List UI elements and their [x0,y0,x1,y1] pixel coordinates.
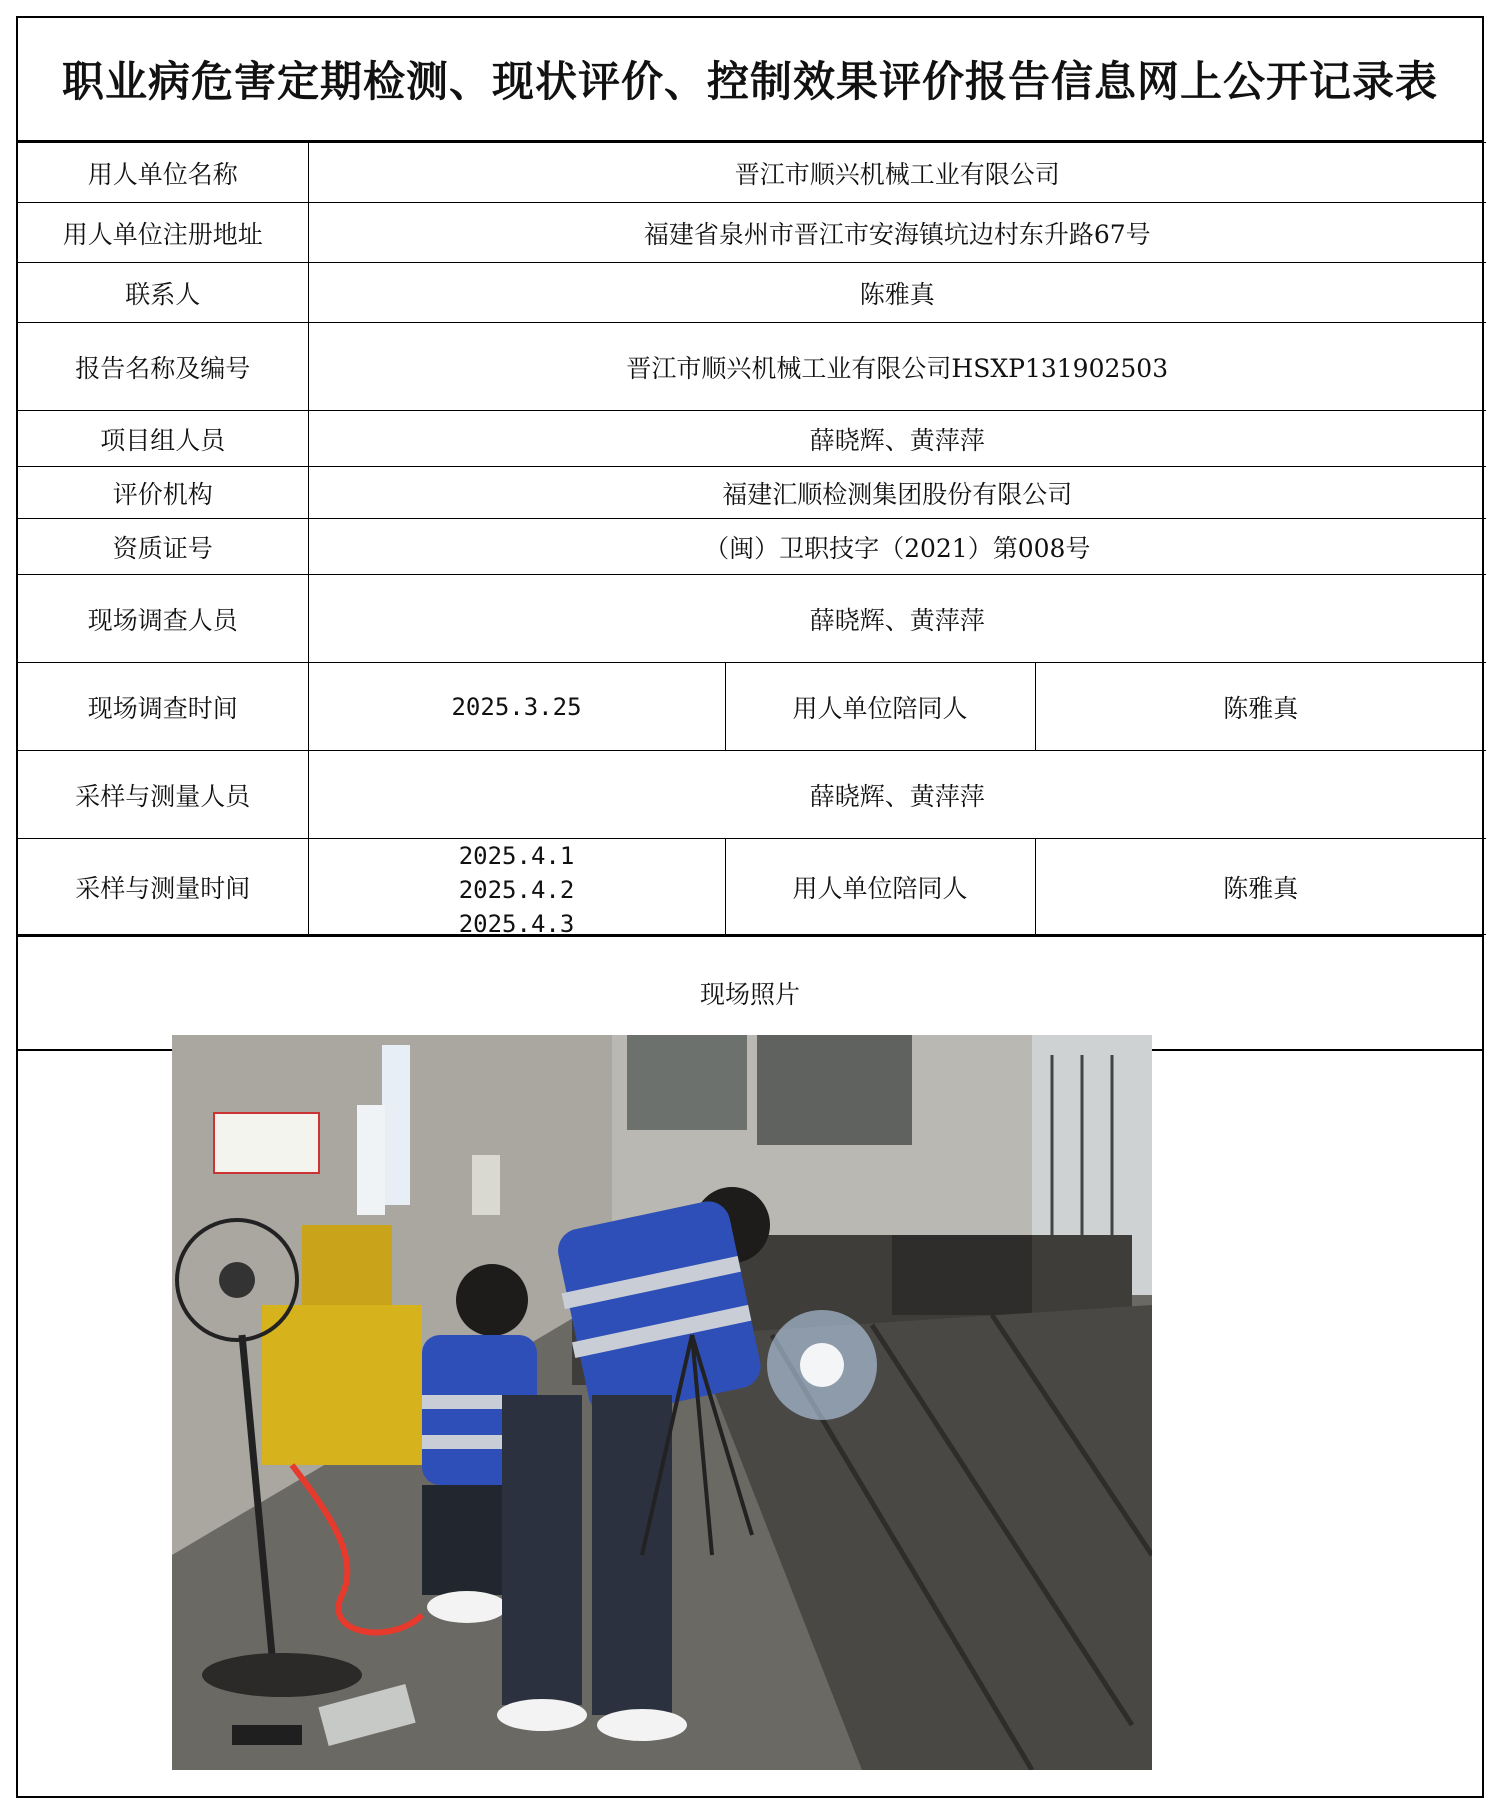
sampling-date: 2025.4.2 [458,876,575,904]
label-survey-staff: 现场调查人员 [18,575,308,663]
sampling-date: 2025.4.3 [458,910,575,935]
row-sampling-staff [18,751,1486,839]
site-photo [172,1035,1152,1770]
site-photo-illustration [172,1035,1152,1770]
value-license: （闽）卫职技字（2021）第008号 [308,519,1486,575]
value-agency: 福建汇顺检测集团股份有限公司 [308,467,1486,519]
page-title: 职业病危害定期检测、现状评价、控制效果评价报告信息网上公开记录表 [18,18,1482,142]
value-survey-time: 2025.3.25 [308,663,725,751]
label-team: 项目组人员 [18,411,308,467]
label-contact: 联系人 [18,263,308,323]
label-employer-address: 用人单位注册地址 [18,203,308,263]
value-employer-address: 福建省泉州市晋江市安海镇坑边村东升路67号 [308,203,1486,263]
photo-section-label: 现场照片 [18,935,1482,1051]
row-license [18,519,1486,575]
row-contact [18,263,1486,323]
row-employer-name [18,143,1486,203]
info-table [18,142,1486,935]
label-agency: 评价机构 [18,467,308,519]
label-survey-escort: 用人单位陪同人 [725,663,1035,751]
row-survey-time [18,663,1486,751]
sampling-date: 2025.4.1 [458,842,575,870]
value-survey-escort: 陈雅真 [1035,663,1486,751]
value-report: 晋江市顺兴机械工业有限公司HSXP131902503 [308,323,1486,411]
label-sampling-escort: 用人单位陪同人 [725,839,1035,935]
label-license: 资质证号 [18,519,308,575]
label-report: 报告名称及编号 [18,323,308,411]
value-survey-staff: 薛晓辉、黄萍萍 [308,575,1486,663]
row-report [18,323,1486,411]
row-agency [18,467,1486,519]
value-employer-name: 晋江市顺兴机械工业有限公司 [308,143,1486,203]
row-team [18,411,1486,467]
label-sampling-time: 采样与测量时间 [18,839,308,935]
value-sampling-staff: 薛晓辉、黄萍萍 [308,751,1486,839]
row-sampling-time [18,839,1486,935]
value-sampling-escort: 陈雅真 [1035,839,1486,935]
row-employer-address [18,203,1486,263]
value-contact: 陈雅真 [308,263,1486,323]
value-sampling-dates [308,839,725,935]
value-team: 薛晓辉、黄萍萍 [308,411,1486,467]
label-survey-time: 现场调查时间 [18,663,308,751]
label-sampling-staff: 采样与测量人员 [18,751,308,839]
label-employer-name: 用人单位名称 [18,143,308,203]
row-survey-staff [18,575,1486,663]
